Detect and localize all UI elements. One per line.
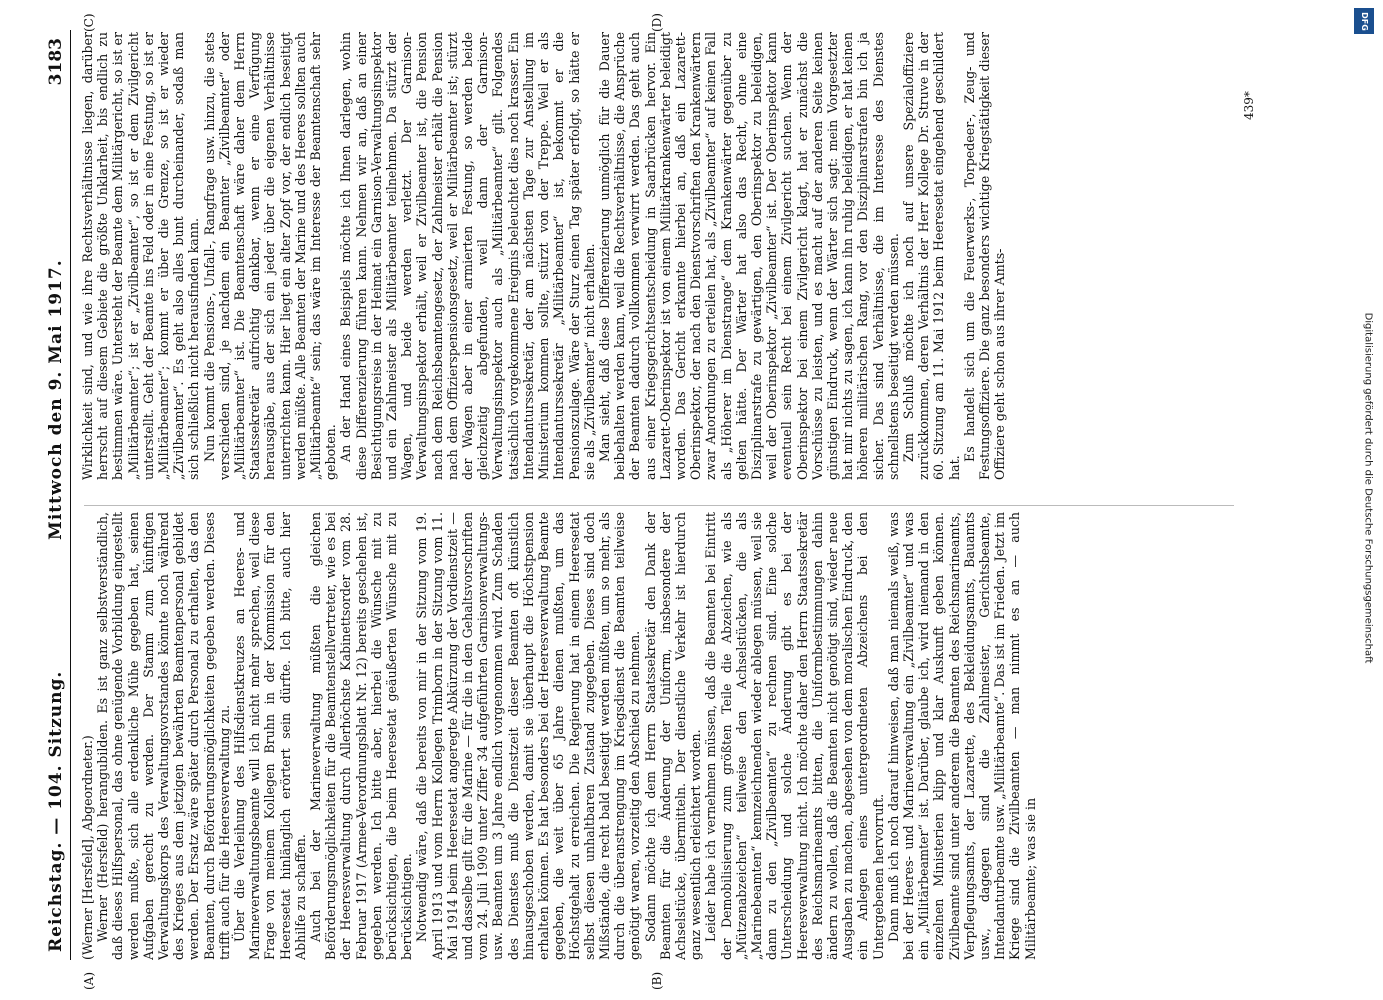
paragraph: Leider habe ich vernehmen müssen, daß die Beamten bei Eintritt der Demobilisierung zum größten Teile die Abzeichen, wie als „Mützenabzeichen“ teilweise den Achselstücken, die als „Marinebeamten“ kennzeichnenden wieder ablegen müssen, weil sie dann zu den „Zivilbeamten“ zu rechnen sind. Eine solche Unterscheidung und solche Änderung gibt es bei der Heeresverwaltung nicht. Ich möchte daher den Herrn Staatssekretär des Reichsmarineamts bitten, die Uniformbestimmungen dahin ändern zu wollen, daß die Beamten nicht genötigt sind, wieder neue Ausgaben zu machen, abgesehen von dem moralischen Eindruck, den ein Anlegen eines untergeordneten Abzeichens bei den Untergebenen hervorruft. <box>703 512 886 960</box>
margin-mark-c: (C) <box>82 13 96 32</box>
paragraph: An der Hand eines Beispiels möchte ich Ihnen darlegen, wohin diese Differenzierung führen kann. Nehmen wir an, daß an einer Besichtigungsreise in der Heimat ein Garnison-Verwaltungsinspektor und ein Zahlmeister als Militärbeamter teilnehmen. Da stürzt der Wagen, und beide werden verletzt. Der Garnison-Verwaltungsinspektor erhält, weil er Zivilbeamter ist, die Pension nach dem Reichsbeamtengesetz, der Zahlmeister erhält die Pension nach dem Offizierspensionsgesetz, weil er Militärbeamter ist; stürzt der Wagen aber in einer armierten Festung, so werden beide gleichzeitig abgefunden, weil dann der Garnison-Verwaltungsinspektor auch als „Militärbeamter“ gilt. Folgendes tatsächlich vorgekommene Ereignis beleuchtet dies noch krasser. Ein Intendanturssekretär, der am nächsten Tage zur Anstellung im Ministerium kommen sollte, stürzt von der Treppe. Weil er als Intendanturssekretär „Militärbeamter“ ist, bekommt er die Pensionszulage. Wäre der Sturz einen Tag später erfolgt, so hätte er sie als „Zivilbeamter“ nicht erhalten. <box>338 32 597 480</box>
paragraph: Man sieht, daß diese Differenzierung unmöglich für die Dauer beibehalten werden kann, weil die Rechtsverhältnisse, die Ansprüche der Beamten dadurch vollkommen verwirrt werden. Das geht auch aus einer Kriegsgerichtsentscheidung in Saarbrücken hervor. Ein Lazarett-Oberinspektor ist von einem Militärkrankenwärter beleidigt worden. Das Gericht erkannte hierbei an, daß ein Lazarett-Oberinspektor, der nach den Dienstvorschriften den Krankenwärtern zwar Anordnungen zu erteilen hat, als „Zivilbeamter“ auf keinen Fall als „Höherer im Dienstrange“ dem Krankenwärter gegenüber zu gelten hätte. Der Wärter hat also das Recht, ohne eine Disziplinarstrafe zu gewärtigen, den Oberinspektor zu beleidigen, weil der Oberinspektor „Zivilbeamter“ ist. Der Oberinspektor kann eventuell sein Recht bei einem Zivilgericht suchen. Wenn der Oberinspektor bei einem Zivilgericht klagt, hat er zunächst die Vorschüsse zu leisten, und es macht auf der anderen Seite keinen günstigen Eindruck, wenn der Wärter sich sagt: mein Vorgesetzter hat mir nichts zu sagen, ich kann ihn ruhig beleidigen, er hat keinen höheren militärischen Rang, vor den Disziplinarstrafen bin ich ja sicher. Das sind Verhältnisse, die im Interesse des Dienstes schnellstens beseitigt werden müssen. <box>596 32 901 480</box>
margin-mark-b: (B) <box>650 971 664 990</box>
newspaper-page <box>10 0 1300 1000</box>
header-left: Reichstag. — 104. Sitzung. <box>46 670 66 952</box>
text-column-right <box>80 32 1230 480</box>
paragraph: Wirklichkeit sind, und wie ihre Rechtsverhältnisse liegen, darüber herrscht auf diesem Gebiete die größte Unklarheit, bis endlich zu bestimmen wäre. Untersteht der Beamte dem Militärgericht, so ist er „Militärbeamter“; ist er „Zivilbeamter“, so ist er dem Zivilgericht unterstellt. Geht der Beamte ins Feld oder in eine Festung, so ist er „Militärbeamter“; kommt er über die Grenze, so ist er wieder „Zivilbeamter“. Es geht also alles bunt durcheinander, sodaß man sich schließlich nicht herausfinden kann. <box>80 32 202 480</box>
paragraph: Auch bei der Marineverwaltung müßten die gleichen Beförderungsmöglichkeiten für die Beamtenstellvertreter, wie es bei der Heeresverwaltung durch Allerhöchste Kabinettsorder vom 28. Februar 1917 (Armee-Verordnungsblatt Nr. 12) bereits geschehen ist, gegeben werden. Ich bitte aber, hierbei die Wünsche mit zu berücksichtigen, die beim Heeresetat geäußerten Wünsche mit zu berücksichtigen. <box>308 512 415 960</box>
paragraph: Nun kommt die Pensions-, Unfall-, Rangfrage usw. hinzu, die stets verschieden sind, je nachdem ein Beamter „Zivilbeamter“ oder „Militärbeamter“ ist. Die Beamtenschaft wäre daher dem Herrn Staatssekretär aufrichtig dankbar, wenn er eine Verfügung herausgäbe, aus der sich ein jeder über die eigenen Verhältnisse unterrichten kann. Hier liegt ein alter Zopf vor, der endlich beseitigt werden müßte. Alle Beamten der Marine und des Heeres sollten auch „Militärbeamte“ sein; das wäre im Interesse der Beamtenschaft sehr geboten. <box>201 32 339 480</box>
paragraph: Sodann möchte ich dem Herrn Staatssekretär den Dank der Beamten für die Änderung der Uniform, insbesondere der Achselstücke, übermitteln. Der dienstliche Verkehr ist hierdurch ganz wesentlich erleichtert worden. <box>642 512 704 960</box>
paragraph: Über die Verleihung des Hilfsdienstkreuzes an Heeres- und Marineverwaltungsbeamte will ich nicht mehr sprechen, weil diese Frage von meinem Kollegen Bruhn in der Kommission für den Heeresetat hinlänglich erörtert sein dürfte. Ich bitte, auch hier Abhilfe zu schaffen. <box>232 512 308 960</box>
paragraph: Notwendig wäre, daß die bereits von mir in der Sitzung vom 19. April 1913 und vom Herrn Kollegen Trimborn in der Sitzung vom 11. Mai 1914 beim Heeresetat angeregte Abkürzung der Vordienstzeit — und dasselbe gilt für die Marine — für die in den Gehaltsvorschriften vom 24. Juli 1909 unter Ziffer 34 aufgeführten Garnisonverwaltungs- usw. Beamten um 3 Jahre endlich vorgenommen wird. Zum Schaden des Dienstes muß die Dienstzeit dieser Beamten oft künstlich hinausgeschoben werden, damit sie überhaupt die Höchstpension erhalten können. Es hat besonders bei der Heeresverwaltung Beamte gegeben, die weit über 65 Jahre dienen mußten, um das Höchstgehalt zu erreichen. Die Regierung hat in einem Heeresetat selbst diesen unhaltbaren Zustand zugegeben. Dieses sind doch Mißstände, die recht bald beseitigt werden müßten, um so mehr, als durch die überanstrengung im Kriegsdienst die Beamten teilweise genötigt waren, vorzeitig den Abschied zu nehmen. <box>414 512 643 960</box>
credit-text: Digitalisierung gefördert durch die Deutsche Forschungsgemeinschaft <box>1362 312 1374 664</box>
page-number: 3183 <box>46 38 66 86</box>
margin-mark-a: (A) <box>82 971 96 990</box>
dfg-logo: DFG <box>1354 8 1374 34</box>
speaker-line: (Werner [Hersfeld], Abgeordneter.) <box>80 735 95 960</box>
paragraph: Zum Schluß möchte ich noch auf unsere Spezialoffiziere zurückkommen, deren Verhältnis der Herr Kollege Dr. Struve in der 60. Sitzung am 11. Mai 1912 beim Heeresetat eingehend geschildert hat. <box>900 32 962 480</box>
margin-mark-d: (D) <box>650 13 664 32</box>
paragraph: Es handelt sich um die Feuerwerks-, Torpedeer-, Zeug- und Festungsoffiziere. Die ganz besonders wichtige Kriegstätigkeit dieser Offiziere geht schon aus ihrer Amts- <box>961 32 1008 480</box>
text-column-left <box>80 512 1230 960</box>
paragraph: Dann muß ich noch darauf hinweisen, daß man niemals weiß, was bei der Heeres- und Marineverwaltung ein „Zivilbeamter“ und was ein „Militärbeamter“ ist. Darüber, glaube ich, wird niemand in den einzelnen Ministerien klipp und klar Auskunft geben können. Zivilbeamte sind unter anderem die Beamten des Reichsmarineamts, Verpflegungsamts, der Lazarette, des Bekleidungsamts, Bauamts usw., dagegen sind die Zahlmeister, Gerichtsbeamte, Intendanturbeamte usw. „Militärbeamte“. Das ist im Frieden. Jetzt im Kriege sind die Zivilbeamten — man nimmt es an — auch Militärbeamte; was sie in <box>885 512 1038 960</box>
digitization-credit <box>1350 0 1383 1000</box>
paragraph: Werner (Hersfeld) herangubilden. Es ist ganz selbstverständlich, daß dieses Hilfspersonal, das ohne genügende Vorbildung eingestellt werden mußte, sich alle erdenkliche Mühe gegeben hat, seinen Aufgaben gerecht zu werden. Der Stamm zum künftigen Verwaltungskorps des Verwaltungsvorstandes könnte noch während des Krieges aus dem jetzigen bewährten Beamtenpersonal gebildet werden. Der Ersatz wäre später durch Personal zu erhalten, das den Beamten, durch Beförderungsmöglichkeiten gegeben werden. Dieses trifft auch für die Heeresverwaltung zu. <box>95 512 232 960</box>
column-divider <box>84 505 1234 506</box>
header-date: Mittwoch den 9. Mai 1917. <box>46 259 66 540</box>
footer-signature: 439* <box>1242 91 1256 120</box>
page-header <box>36 30 71 960</box>
